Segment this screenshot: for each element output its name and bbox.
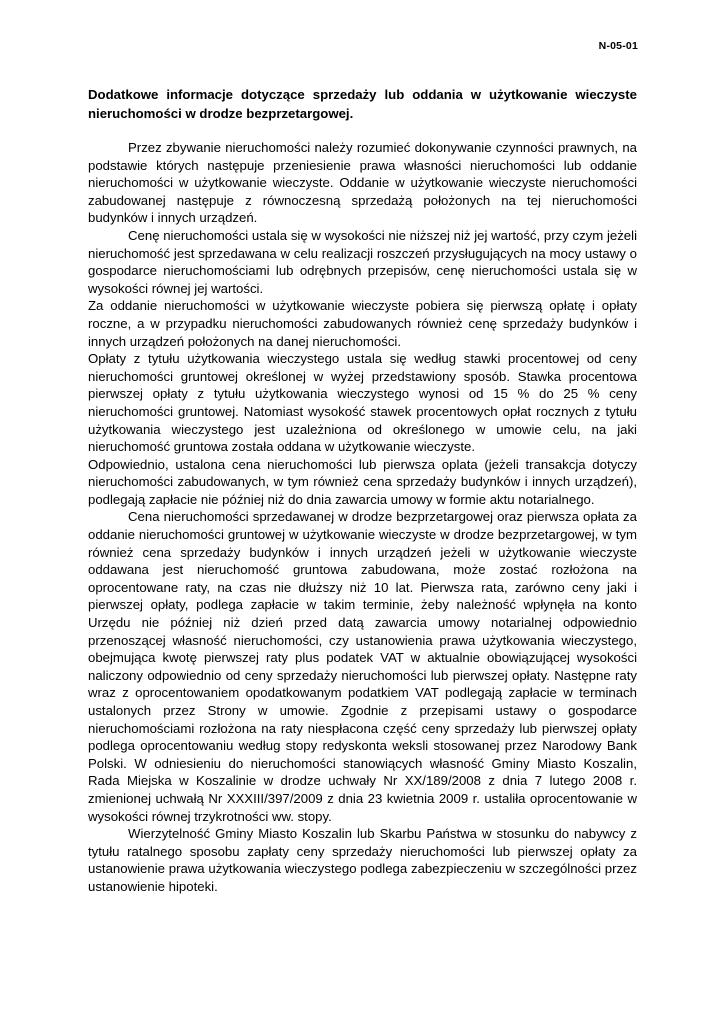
paragraph: Cena nieruchomości sprzedawanej w drodze bezprzetargowej oraz pierwsza opłata za oddanie nieruchomości gruntowej w użytkowanie wieczyste w drodze bezprzetargowej, w tym również cena sprzedaży budynków i innych urządzeń jeżeli w użytkowanie wieczyste oddawana jest nieruchomość gruntowa zabudowana, może zostać rozłożona na oprocentowane raty, na czas nie dłuższy niż 10 lat. Pierwsza rata, zarówno ceny jaki i pierwszej opłaty, podlega zapłacie w takim terminie, żeby należność wpłynęła na konto Urzędu nie później niż dzień przed datą zawarcia umowy notarialnej odpowiednio przenoszącej własność nieruchomości, czy ustanowienia prawa użytkowania wieczystego, obejmująca kwotę pierwszej raty plus podatek VAT w aktualnie obowiązującej wysokości naliczony odpowiednio od ceny sprzedaży nieruchomości lub pierwszej opłaty. Następne raty wraz z oprocentowaniem opodatkowanym podatkiem VAT podlegają zapłacie w terminach ustalonych przez Strony w umowie. Zgodnie z przepisami ustawy o gospodarce nieruchomościami rozłożona na raty niespłacona część ceny sprzedaży lub pierwszej opłaty podlega oprocentowaniu według stopy redyskonta weksli stosowanej przez Narodowy Bank Polski. W odniesieniu do nieruchomości stanowiących własność Gminy Miasto Koszalin, Rada Miejska w Koszalinie w drodze uchwały Nr XX/189/2008 z dnia 7 lutego 2008 r. zmienionej uchwałą Nr XXXIII/397/2009 z dnia 23 kwietnia 2009 r. ustaliła oprocentowanie w wysokości równej trzykrotności ww. stopy.: [88, 509, 637, 824]
document-code: N-05-01: [598, 40, 638, 52]
paragraph: Cenę nieruchomości ustala się w wysokości nie niższej niż jej wartość, przy czym jeżeli nieruchomość jest sprzedawana w celu realizacji roszczeń przysługujących na mocy ustawy o gospodarce nieruchomościami lub odrębnych przepisów, cenę nieruchomości ustala się w wysokości równej jej wartości.: [88, 227, 637, 296]
paragraph: Wierzytelność Gminy Miasto Koszalin lub Skarbu Państwa w stosunku do nabywcy z tytułu ratalnego sposobu zapłaty ceny sprzedaży nieruchomości lub pierwszej opłaty za ustanowienie prawa użytkowania wieczystego podlega zabezpieczeniu w szczególności przez ustanowienie hipoteki.: [88, 826, 637, 894]
document-body: [88, 86, 637, 896]
paragraph: Odpowiednio, ustalona cena nieruchomości lub pierwsza oplata (jeżeli transakcja dotyczy nieruchomości zabudowanych, w tym również cena sprzedaży budynków i innych urządzeń), podlegają zapłacie nie później niż do dnia zawarcia umowy w formie aktu notarialnego.: [88, 456, 637, 507]
document-title: Dodatkowe informacje dotyczące sprzedaży lub oddania w użytkowanie wieczyste nieruchomości w drodze bezprzetargowej.: [88, 87, 637, 121]
paragraph: Opłaty z tytułu użytkowania wieczystego ustala się według stawki procentowej od ceny nieruchomości gruntowej określonej w wyżej przedstawiony sposób. Stawka procentowa pierwszej opłaty z tytułu użytkowania wieczystego wynosi od 15 % do 25 % ceny nieruchomości gruntowej. Natomiast wysokość stawek procentowych opłat rocznych z tytułu użytkowania wieczystego jest uzależniona od określonego w umowie celu, na jaki nieruchomość gruntowa została oddana w użytkowanie wieczyste.: [88, 351, 637, 455]
paragraph: Przez zbywanie nieruchomości należy rozumieć dokonywanie czynności prawnych, na podstawie których następuje przeniesienie prawa własności nieruchomości lub oddanie nieruchomości w użytkowanie wieczyste. Oddanie w użytkowanie wieczyste nieruchomości zabudowanej następuje z równoczesną sprzedażą położonych na tej nieruchomości budynków i innych urządzeń.: [88, 140, 637, 226]
paragraph: Za oddanie nieruchomości w użytkowanie wieczyste pobiera się pierwszą opłatę i opłaty roczne, a w przypadku nieruchomości zabudowanych również cenę sprzedaży budynków i innych urządzeń położonych na danej nieruchomości.: [88, 298, 637, 349]
